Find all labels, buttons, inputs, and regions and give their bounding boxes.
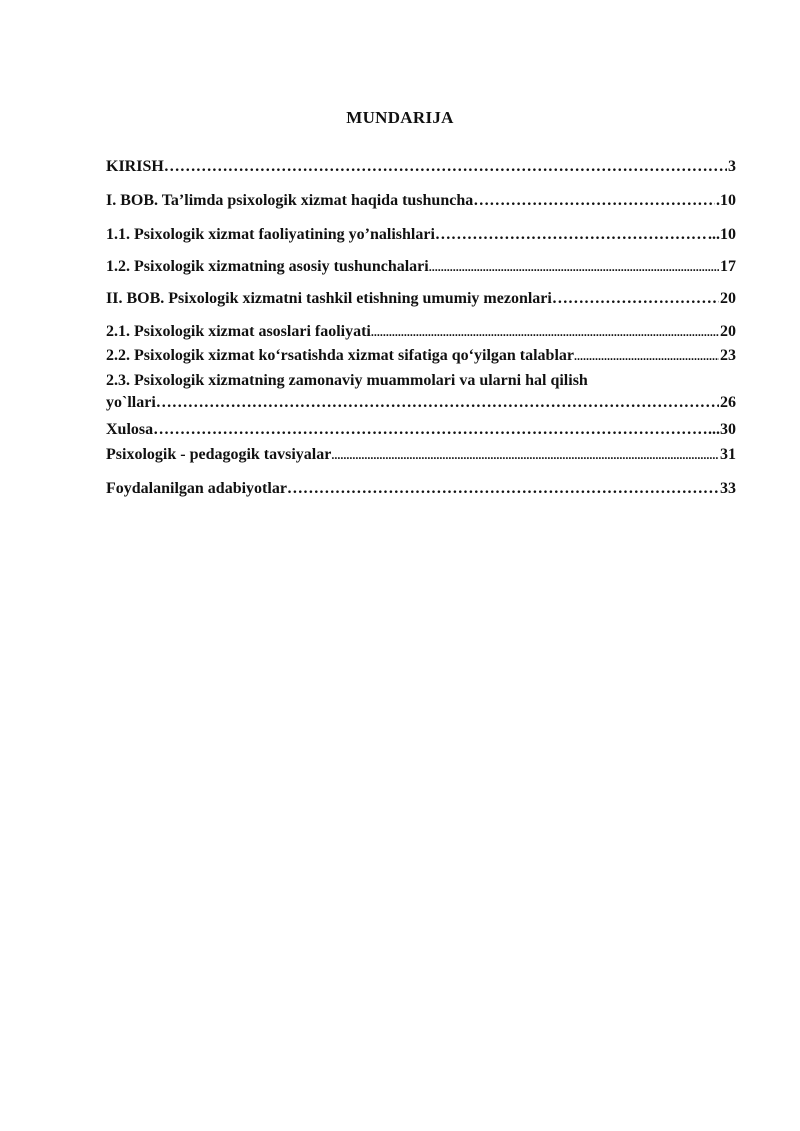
toc-entry-page: .10 — [716, 192, 736, 209]
toc-entry-section-1-1 — [106, 224, 736, 246]
toc-entry-label: I. BOB. Ta’limda psixologik xizmat haqida tushuncha — [106, 192, 474, 209]
dot-leader — [153, 419, 707, 441]
toc-entry-label: 2.2. Psixologik xizmat ko‘rsatishda xizmat sifatiga qo‘yilgan talablar — [106, 347, 574, 364]
toc-entry-section-2-3 — [106, 370, 736, 414]
dot-leader — [331, 444, 719, 466]
toc-entry-page: 3 — [728, 158, 736, 175]
toc-entry-section-2-1 — [106, 321, 736, 343]
toc-entry-label: yo`llari — [106, 394, 156, 411]
toc-entry-label: Xulosa — [106, 421, 154, 438]
toc-entry-page: 17 — [720, 258, 736, 275]
dot-leader — [552, 288, 719, 310]
toc-entry-label: KIRISH — [106, 158, 164, 175]
toc-entry-section-2-2 — [106, 345, 736, 367]
dot-leader — [429, 256, 719, 278]
dot-leader — [435, 224, 707, 246]
toc-entry-label: 2.1. Psixologik xizmat asoslari faoliyati — [106, 323, 371, 340]
dot-leader — [287, 478, 719, 500]
toc-entry-label: Psixologik - pedagogik tavsiyalar — [106, 446, 332, 463]
toc-entry-chapter-1 — [106, 190, 736, 212]
toc-entry-page: 33 — [720, 480, 736, 497]
toc-entry-page: 20 — [720, 323, 736, 340]
dot-leader — [156, 392, 719, 414]
page-title: MUNDARIJA — [346, 108, 454, 127]
toc-entry-xulosa — [106, 419, 736, 441]
toc-entry-label-line1: 2.3. Psixologik xizmatning zamonaviy muammolari va ularni hal qilish — [106, 372, 588, 389]
dot-leader — [574, 345, 719, 367]
dot-leader — [371, 321, 719, 343]
toc-entry-page: ...30 — [708, 421, 736, 438]
toc-entry-label: 1.1. Psixologik xizmat faoliyatining yo’nalishlari — [106, 226, 435, 243]
toc-entry-recommendations — [106, 444, 736, 466]
toc-entry-label: Foydalanilgan adabiyotlar — [106, 480, 287, 497]
toc-entry-section-1-2 — [106, 256, 736, 278]
toc-entry-page: 26 — [720, 394, 736, 411]
toc-entry-kirish — [106, 156, 736, 178]
dot-leader — [473, 190, 715, 212]
toc-entry-references — [106, 478, 736, 500]
toc-entry-page: 31 — [720, 446, 736, 463]
toc-entry-page: 23 — [720, 347, 736, 364]
dot-leader — [164, 156, 727, 178]
toc-entry-label: II. BOB. Psixologik xizmatni tashkil etishning umumiy mezonlari — [106, 290, 552, 307]
toc-entry-page: ...10 — [708, 226, 736, 243]
toc-entry-chapter-2 — [106, 288, 736, 310]
toc-entry-page: 20 — [720, 290, 736, 307]
toc-entry-label: 1.2. Psixologik xizmatning asosiy tushunchalari — [106, 258, 429, 275]
